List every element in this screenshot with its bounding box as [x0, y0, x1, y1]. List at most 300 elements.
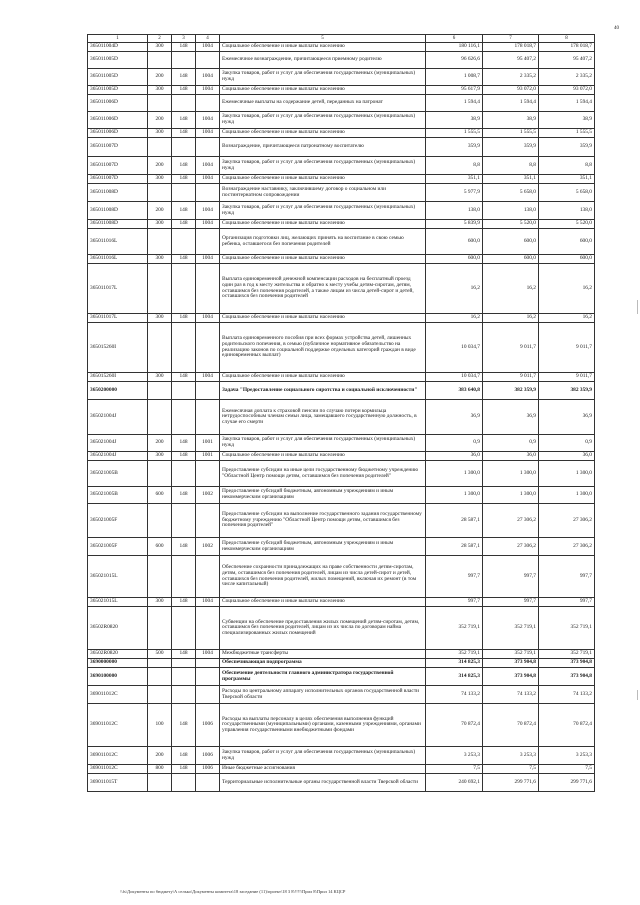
kcsr-code: 365021005B — [88, 461, 148, 487]
column-number: 1 — [88, 35, 148, 43]
description: Закупка товаров, работ и услуг для обеспечения государственных (муниципальных) нужд — [220, 202, 426, 220]
column-number: 3 — [172, 35, 196, 43]
kcsr-code: 365021005F — [88, 538, 148, 556]
amount-year-1: 1 300,0 — [426, 487, 483, 504]
kvr-code: 300 — [148, 373, 172, 382]
admin-code: 148 — [172, 255, 196, 264]
kvr-code: 200 — [148, 112, 172, 129]
section-code — [196, 668, 220, 686]
description: Социальное обеспечение и иные выплаты населению — [220, 175, 426, 184]
admin-code: 148 — [172, 452, 196, 461]
table-row — [88, 774, 595, 792]
kvr-code — [148, 504, 172, 538]
kcsr-code: 3690000000 — [88, 659, 148, 668]
amount-year-2: 36,9 — [483, 400, 539, 435]
admin-code: 148 — [172, 650, 196, 659]
description: Субвенции на обеспечение предоставления жилых помещений детям-сиротам, детям, оставшимся без попечения родителей, лицам из их числа по договорам найма специализированных жилых помещений — [220, 607, 426, 650]
kvr-code: 300 — [148, 314, 172, 323]
section-code: 1001 — [196, 452, 220, 461]
table-row — [88, 175, 595, 184]
table-row — [88, 95, 595, 112]
kcsr-code: 36502R0820 — [88, 607, 148, 650]
section-code — [196, 686, 220, 704]
description: Социальное обеспечение и иные выплаты населению — [220, 43, 426, 52]
kvr-code: 300 — [148, 175, 172, 184]
kcsr-code: 365011004D — [88, 43, 148, 52]
kvr-code — [148, 95, 172, 112]
section-code: 1006 — [196, 747, 220, 765]
amount-year-1: 352 719,1 — [426, 607, 483, 650]
scan-artifact — [637, 300, 638, 314]
admin-code: 148 — [172, 202, 196, 220]
table-row — [88, 659, 595, 668]
amount-year-3: 0,9 — [539, 435, 595, 452]
amount-year-2: 1 300,0 — [483, 487, 539, 504]
kcsr-code: 365021004J — [88, 435, 148, 452]
section-code: 1004 — [196, 129, 220, 138]
kvr-code — [148, 264, 172, 314]
amount-year-3: 95 407,2 — [539, 52, 595, 69]
amount-year-3: 382 359,9 — [539, 382, 595, 400]
table-header-row — [88, 35, 595, 43]
amount-year-2: 95 407,2 — [483, 52, 539, 69]
amount-year-3: 997,7 — [539, 556, 595, 598]
column-number: 8 — [539, 35, 595, 43]
description: Социальное обеспечение и иные выплаты населению — [220, 452, 426, 461]
kcsr-code: 3690100000 — [88, 668, 148, 686]
amount-year-2: 997,7 — [483, 598, 539, 607]
admin-code: 148 — [172, 538, 196, 556]
table-row — [88, 373, 595, 382]
kcsr-code: 365011016L — [88, 229, 148, 255]
amount-year-3: 9 011,7 — [539, 373, 595, 382]
table-row — [88, 112, 595, 129]
kcsr-code: 365011007D — [88, 138, 148, 157]
kcsr-code: 369011012C — [88, 686, 148, 704]
amount-year-2: 7,5 — [483, 765, 539, 774]
amount-year-1: 138,0 — [426, 202, 483, 220]
amount-year-2: 1 555,5 — [483, 129, 539, 138]
kcsr-code: 365021005F — [88, 504, 148, 538]
amount-year-2: 1 300,0 — [483, 461, 539, 487]
amount-year-2: 3 253,3 — [483, 747, 539, 765]
amount-year-1: 38,9 — [426, 112, 483, 129]
amount-year-3: 9 011,7 — [539, 323, 595, 373]
description: Предоставление субсидии на выполнение государственного задания государственному бюджетному учреждению "Областной Центр помощи детям, оставшимся без попечения родителей" — [220, 504, 426, 538]
section-code — [196, 659, 220, 668]
description: Закупка товаров, работ и услуг для обеспечения государственных (муниципальных) нужд — [220, 69, 426, 86]
amount-year-1: 0,9 — [426, 435, 483, 452]
amount-year-3: 600,0 — [539, 255, 595, 264]
kvr-code: 100 — [148, 704, 172, 747]
table-row — [88, 487, 595, 504]
amount-year-1: 28 587,1 — [426, 538, 483, 556]
amount-year-3: 1 555,5 — [539, 129, 595, 138]
amount-year-2: 8,8 — [483, 157, 539, 175]
kcsr-code: 36502R0820 — [88, 650, 148, 659]
amount-year-1: 28 587,1 — [426, 504, 483, 538]
amount-year-1: 96 626,6 — [426, 52, 483, 69]
table-row — [88, 382, 595, 400]
amount-year-2: 74 133,2 — [483, 686, 539, 704]
amount-year-1: 600,0 — [426, 229, 483, 255]
kcsr-code: 365015260I — [88, 323, 148, 373]
table-row — [88, 202, 595, 220]
table-row — [88, 255, 595, 264]
amount-year-2: 27 306,2 — [483, 504, 539, 538]
amount-year-1: 180 116,1 — [426, 43, 483, 52]
table-row — [88, 138, 595, 157]
amount-year-1: 3 253,3 — [426, 747, 483, 765]
table-row — [88, 668, 595, 686]
section-code — [196, 461, 220, 487]
amount-year-2: 178 018,7 — [483, 43, 539, 52]
description: Выплата единовременного пособия при всех формах устройства детей, лишенных родительского попечения, в семью (публичное нормативное обязательство на реализацию законов по социальной поддержке отдельных категорий граждан в виде единовременных выплат) — [220, 323, 426, 373]
kcsr-code: 365021004J — [88, 400, 148, 435]
table-row — [88, 400, 595, 435]
admin-code: 148 — [172, 598, 196, 607]
amount-year-2: 997,7 — [483, 556, 539, 598]
amount-year-2: 38,9 — [483, 112, 539, 129]
kvr-code: 200 — [148, 69, 172, 86]
kcsr-code: 365011005D — [88, 52, 148, 69]
amount-year-3: 8,8 — [539, 157, 595, 175]
kvr-code — [148, 323, 172, 373]
kcsr-code: 365011017L — [88, 314, 148, 323]
description: Социальное обеспечение и иные выплаты населению — [220, 598, 426, 607]
amount-year-2: 351,1 — [483, 175, 539, 184]
kvr-code — [148, 229, 172, 255]
description: Вознаграждение наставнику, заключившему договор о социальном или постинтернатном сопровождении — [220, 184, 426, 202]
amount-year-3: 70 872,4 — [539, 704, 595, 747]
table-row — [88, 504, 595, 538]
description: Закупка товаров, работ и услуг для обеспечения государственных (муниципальных) нужд — [220, 157, 426, 175]
kvr-code: 300 — [148, 255, 172, 264]
table-row — [88, 52, 595, 69]
section-code — [196, 382, 220, 400]
table-row — [88, 129, 595, 138]
section-code: 1006 — [196, 704, 220, 747]
admin-code: 148 — [172, 314, 196, 323]
admin-code — [172, 686, 196, 704]
description: Закупка товаров, работ и услуг для обеспечения государственных (муниципальных) нужд — [220, 435, 426, 452]
kvr-code — [148, 138, 172, 157]
kcsr-code: 365011016L — [88, 255, 148, 264]
kcsr-code: 365011007D — [88, 175, 148, 184]
section-code: 1004 — [196, 43, 220, 52]
amount-year-1: 352 719,1 — [426, 650, 483, 659]
amount-year-3: 7,5 — [539, 765, 595, 774]
description: Обеспечение сохранности принадлежащих на праве собственности детям-сиротам, детям, оставшимся без попечения родителей, лицам из числа детей-сирот и детей, оставшихся без попечения родителей, жилых помещений, включая их ремонт (в том числе капитальный) — [220, 556, 426, 598]
kvr-code — [148, 774, 172, 792]
section-code — [196, 400, 220, 435]
description: Организация подготовки лиц, желающих принять на воспитание в свою семью ребенка, оставшегося без попечения родителей — [220, 229, 426, 255]
amount-year-1: 10 034,7 — [426, 323, 483, 373]
amount-year-2: 93 072,0 — [483, 86, 539, 95]
kvr-code — [148, 400, 172, 435]
admin-code: 148 — [172, 86, 196, 95]
section-code — [196, 138, 220, 157]
amount-year-1: 1 555,5 — [426, 129, 483, 138]
section-code — [196, 774, 220, 792]
description: Межбюджетные трансферты — [220, 650, 426, 659]
kcsr-code: 365011006D — [88, 112, 148, 129]
kcsr-code: 365015260I — [88, 373, 148, 382]
kcsr-code: 365021015L — [88, 598, 148, 607]
admin-code — [172, 382, 196, 400]
kvr-code — [148, 184, 172, 202]
admin-code — [172, 52, 196, 69]
kvr-code: 600 — [148, 487, 172, 504]
section-code: 1004 — [196, 86, 220, 95]
amount-year-2: 299 771,6 — [483, 774, 539, 792]
kvr-code: 600 — [148, 538, 172, 556]
amount-year-2: 1 594,4 — [483, 95, 539, 112]
admin-code: 148 — [172, 129, 196, 138]
description: Ежемесячное вознаграждение, причитающееся приемному родителю — [220, 52, 426, 69]
section-code — [196, 229, 220, 255]
amount-year-1: 314 825,3 — [426, 668, 483, 686]
amount-year-1: 351,1 — [426, 175, 483, 184]
admin-code — [172, 659, 196, 668]
budget-table — [87, 34, 595, 792]
kcsr-code: 365011017L — [88, 264, 148, 314]
kcsr-code: 365011008D — [88, 220, 148, 229]
table-row — [88, 461, 595, 487]
kcsr-code: 365011006D — [88, 129, 148, 138]
section-code: 1004 — [196, 650, 220, 659]
admin-code: 148 — [172, 487, 196, 504]
amount-year-1: 74 133,2 — [426, 686, 483, 704]
admin-code: 148 — [172, 43, 196, 52]
kvr-code: 300 — [148, 452, 172, 461]
file-path-footer: \\fs\Документы по бюджету\А селько\Документы комитета\18 заседание (11)\проект\18 3 8\!!!!\Прил 8\Прил 14 КЦСР — [120, 889, 346, 894]
amount-year-3: 299 771,6 — [539, 774, 595, 792]
amount-year-2: 16,2 — [483, 314, 539, 323]
amount-year-3: 373 904,8 — [539, 659, 595, 668]
amount-year-3: 38,9 — [539, 112, 595, 129]
admin-code: 148 — [172, 747, 196, 765]
kcsr-code: 365011008D — [88, 202, 148, 220]
amount-year-2: 2 335,2 — [483, 69, 539, 86]
section-code: 1004 — [196, 255, 220, 264]
amount-year-3: 16,2 — [539, 264, 595, 314]
kcsr-code: 365011005D — [88, 69, 148, 86]
description: Закупка товаров, работ и услуг для обеспечения государственных (муниципальных) нужд — [220, 747, 426, 765]
column-number: 2 — [148, 35, 172, 43]
section-code: 1006 — [196, 765, 220, 774]
amount-year-1: 7,5 — [426, 765, 483, 774]
column-number: 5 — [220, 35, 426, 43]
kcsr-code: 365011007D — [88, 157, 148, 175]
table-row — [88, 69, 595, 86]
admin-code — [172, 607, 196, 650]
amount-year-3: 36,9 — [539, 400, 595, 435]
amount-year-3: 5 520,0 — [539, 220, 595, 229]
amount-year-2: 600,0 — [483, 229, 539, 255]
amount-year-3: 373 904,8 — [539, 668, 595, 686]
kvr-code — [148, 686, 172, 704]
admin-code — [172, 323, 196, 373]
section-code: 1004 — [196, 314, 220, 323]
page-number: 40 — [614, 26, 619, 31]
amount-year-1: 5 839,9 — [426, 220, 483, 229]
section-code: 1004 — [196, 175, 220, 184]
table-row — [88, 607, 595, 650]
amount-year-2: 36,0 — [483, 452, 539, 461]
amount-year-3: 178 018,7 — [539, 43, 595, 52]
kcsr-code: 365011008D — [88, 184, 148, 202]
section-code: 1004 — [196, 157, 220, 175]
section-code: 1004 — [196, 112, 220, 129]
section-code — [196, 264, 220, 314]
amount-year-2: 27 306,2 — [483, 538, 539, 556]
kvr-code — [148, 607, 172, 650]
kcsr-code: 365011005D — [88, 86, 148, 95]
amount-year-1: 314 825,3 — [426, 659, 483, 668]
section-code: 1004 — [196, 69, 220, 86]
description: Предоставление субсидий бюджетным, автономным учреждениям и иным некоммерческим организациям — [220, 487, 426, 504]
kvr-code: 200 — [148, 157, 172, 175]
amount-year-2: 138,0 — [483, 202, 539, 220]
amount-year-3: 352 719,1 — [539, 650, 595, 659]
table-row — [88, 157, 595, 175]
kvr-code: 200 — [148, 435, 172, 452]
description: Предоставление субсидий бюджетным, автономным учреждениям и иным некоммерческим организациям — [220, 538, 426, 556]
amount-year-3: 2 335,2 — [539, 69, 595, 86]
table-row — [88, 538, 595, 556]
section-code: 1004 — [196, 598, 220, 607]
table-row — [88, 323, 595, 373]
section-code — [196, 52, 220, 69]
admin-code — [172, 229, 196, 255]
amount-year-3: 1 594,4 — [539, 95, 595, 112]
amount-year-2: 382 359,9 — [483, 382, 539, 400]
amount-year-1: 1 300,0 — [426, 461, 483, 487]
table-row — [88, 264, 595, 314]
amount-year-3: 5 658,0 — [539, 184, 595, 202]
description: Ежемесячная доплата к страховой пенсии по случаю потери кормильца нетрудоспособным членам семьи лица, замещавшего государственную должность, в случае его смерти — [220, 400, 426, 435]
table-row — [88, 184, 595, 202]
admin-code: 148 — [172, 435, 196, 452]
kcsr-code: 365021004J — [88, 452, 148, 461]
table-row — [88, 765, 595, 774]
amount-year-2: 16,2 — [483, 264, 539, 314]
amount-year-2: 5 658,0 — [483, 184, 539, 202]
section-code — [196, 95, 220, 112]
amount-year-1: 16,2 — [426, 264, 483, 314]
kcsr-code: 369011012C — [88, 765, 148, 774]
kvr-code — [148, 556, 172, 598]
section-code: 1004 — [196, 373, 220, 382]
description: Закупка товаров, работ и услуг для обеспечения государственных (муниципальных) нужд — [220, 112, 426, 129]
admin-code — [172, 774, 196, 792]
column-number: 4 — [196, 35, 220, 43]
amount-year-3: 74 133,2 — [539, 686, 595, 704]
description: Социальное обеспечение и иные выплаты населению — [220, 129, 426, 138]
table-row — [88, 704, 595, 747]
admin-code — [172, 95, 196, 112]
admin-code — [172, 184, 196, 202]
amount-year-1: 997,7 — [426, 598, 483, 607]
section-code: 1002 — [196, 538, 220, 556]
amount-year-1: 359,9 — [426, 138, 483, 157]
kvr-code: 200 — [148, 202, 172, 220]
amount-year-1: 1 594,4 — [426, 95, 483, 112]
amount-year-1: 383 640,8 — [426, 382, 483, 400]
amount-year-2: 0,9 — [483, 435, 539, 452]
description: Территориальные исполнительные органы государственной власти Тверской области — [220, 774, 426, 792]
table-row — [88, 435, 595, 452]
kvr-code — [148, 668, 172, 686]
table-row — [88, 747, 595, 765]
kvr-code: 300 — [148, 86, 172, 95]
section-code — [196, 184, 220, 202]
scan-artifact — [637, 690, 638, 700]
section-code: 1001 — [196, 435, 220, 452]
amount-year-3: 16,2 — [539, 314, 595, 323]
admin-code: 148 — [172, 175, 196, 184]
column-number: 6 — [426, 35, 483, 43]
description: Социальное обеспечение и иные выплаты населению — [220, 255, 426, 264]
kvr-code — [148, 382, 172, 400]
description: Задача "Предоставление социального сиротства и социальной исключенности" — [220, 382, 426, 400]
amount-year-3: 138,0 — [539, 202, 595, 220]
amount-year-1: 5 977,9 — [426, 184, 483, 202]
amount-year-2: 352 719,1 — [483, 607, 539, 650]
description: Социальное обеспечение и иные выплаты населению — [220, 220, 426, 229]
amount-year-2: 352 719,1 — [483, 650, 539, 659]
amount-year-1: 10 034,7 — [426, 373, 483, 382]
kvr-code: 300 — [148, 43, 172, 52]
amount-year-2: 9 011,7 — [483, 323, 539, 373]
kvr-code: 200 — [148, 747, 172, 765]
kcsr-code: 365011006D — [88, 95, 148, 112]
amount-year-2: 9 011,7 — [483, 373, 539, 382]
amount-year-1: 95 617,9 — [426, 86, 483, 95]
kvr-code: 300 — [148, 220, 172, 229]
amount-year-3: 352 719,1 — [539, 607, 595, 650]
amount-year-3: 359,9 — [539, 138, 595, 157]
admin-code: 148 — [172, 373, 196, 382]
admin-code — [172, 264, 196, 314]
amount-year-1: 240 692,1 — [426, 774, 483, 792]
amount-year-3: 1 300,0 — [539, 461, 595, 487]
kcsr-code: 365021005B — [88, 487, 148, 504]
amount-year-3: 997,7 — [539, 598, 595, 607]
admin-code: 148 — [172, 220, 196, 229]
amount-year-3: 1 300,0 — [539, 487, 595, 504]
section-code: 1002 — [196, 487, 220, 504]
description: Предоставление субсидии на иные цели государственному бюджетному учреждению "Областной Центр помощи детям, оставшимся без попечения родителей" — [220, 461, 426, 487]
amount-year-2: 373 904,8 — [483, 659, 539, 668]
kvr-code — [148, 659, 172, 668]
description: Социальное обеспечение и иные выплаты населению — [220, 373, 426, 382]
section-code — [196, 504, 220, 538]
amount-year-3: 27 306,2 — [539, 538, 595, 556]
description: Расходы на выплаты персоналу в целях обеспечения выполнения функций государственными (муниципальными) органами, казенными учреждениями, органами управления государственными внебюджетными фондами — [220, 704, 426, 747]
description: Расходы по центральному аппарату исполнительных органов государственной власти Тверской области — [220, 686, 426, 704]
table-row — [88, 452, 595, 461]
section-code — [196, 556, 220, 598]
amount-year-3: 3 253,3 — [539, 747, 595, 765]
kvr-code — [148, 52, 172, 69]
table-row — [88, 650, 595, 659]
admin-code: 148 — [172, 704, 196, 747]
amount-year-1: 36,9 — [426, 400, 483, 435]
kcsr-code: 3650200000 — [88, 382, 148, 400]
table-row — [88, 229, 595, 255]
